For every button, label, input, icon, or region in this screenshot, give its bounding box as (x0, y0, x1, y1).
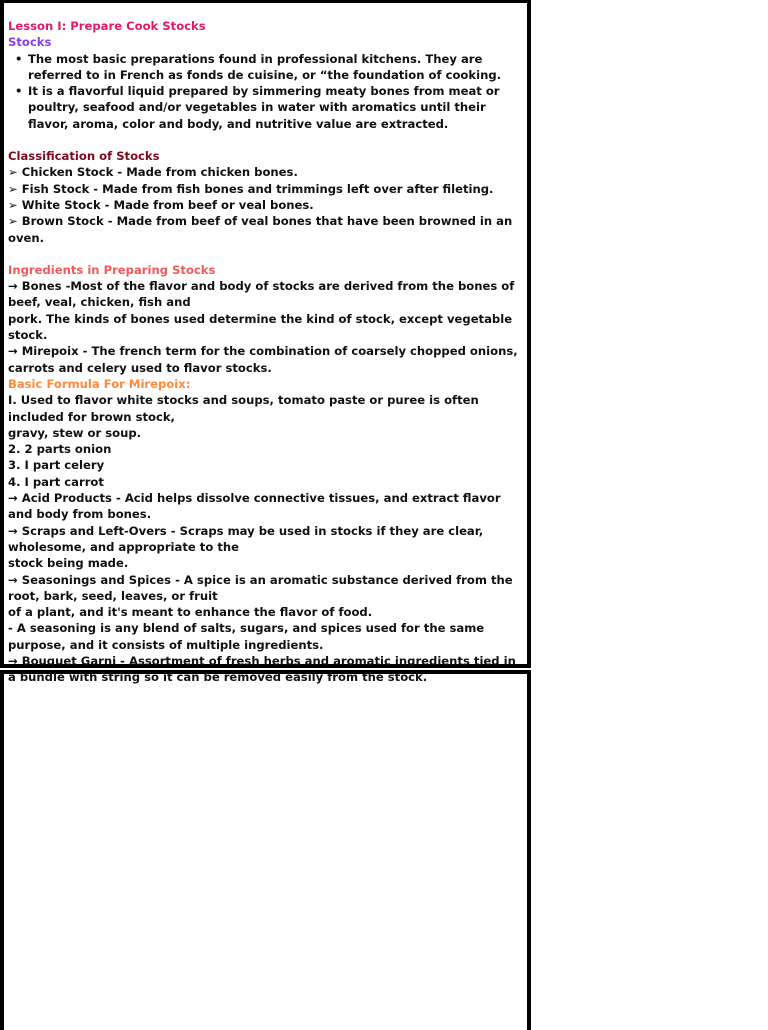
ingredients-line: gravy, stew or soup. (8, 425, 142, 440)
ingredients-line: → Mirepoix - The french term for the combination of coarsely chopped onions, carrots and celery used to flavor stocks. (8, 344, 518, 375)
ingredients-line: → Seasonings and Spices - A spice is an aromatic substance derived from the root, bark, seed, leaves, or fruit (8, 572, 513, 603)
ingredients-line: - A seasoning is any blend of salts, sugars, and spices used for the same purpose, and it consists of multiple ingredients. (8, 621, 485, 652)
classification-item: ➢ Brown Stock - Made from beef of veal bones that have been browned in an oven. (8, 214, 513, 245)
ingredients-line: 4. I part carrot (8, 474, 104, 489)
mirepoix-formula-heading: Basic Formula For Mirepoix: (8, 376, 191, 391)
ingredients-line: → Scraps and Left-Overs - Scraps may be used in stocks if they are clear, wholesome, and appropriate to the (8, 523, 484, 554)
ingredients-line: → Bones -Most of the flavor and body of stocks are derived from the bones of beef, veal, chicken, fish and (8, 279, 515, 310)
stocks-bullet: • It is a flavorful liquid prepared by simmering meaty bones from meat or poultry, seafood and/or vegetables in water with aromatics until their flavor, aroma, color and body, and nutritive value are extracted. (28, 83, 520, 132)
stocks-bullet-list (8, 51, 520, 132)
ingredients-line: 2. 2 parts onion (8, 442, 112, 457)
ingredients-line: 3. I part celery (8, 458, 105, 473)
ingredients-line: I. Used to flavor white stocks and soups, tomato paste or puree is often included for brown stock, (8, 393, 479, 424)
classification-item: ➢ White Stock - Made from beef or veal bones. (8, 197, 314, 212)
classification-item: ➢ Fish Stock - Made from fish bones and trimmings left over after fileting. (8, 181, 494, 196)
lesson-title: Lesson I: Prepare Cook Stocks (8, 19, 206, 33)
ingredients-line: stock being made. (8, 556, 129, 571)
page-content (8, 18, 520, 686)
classification-heading: Classification of Stocks (8, 149, 160, 164)
ingredients-line: → Acid Products - Acid helps dissolve connective tissues, and extract flavor and body from bones. (8, 491, 501, 522)
stocks-bullet: • The most basic preparations found in professional kitchens. They are referred to in French as fonds de cuisine, or “the foundation of cooking. (28, 51, 520, 84)
stocks-heading: Stocks (8, 35, 52, 50)
document-page-2 (0, 670, 531, 1030)
ingredients-line: → Bouquet Garni - Assortment of fresh herbs and aromatic ingredients tied in a bundle with string so it can be removed easily from the stock. (8, 653, 516, 685)
ingredients-line: pork. The kinds of bones used determine the kind of stock, except vegetable stock. (8, 311, 513, 343)
ingredients-heading: Ingredients in Preparing Stocks (8, 262, 216, 277)
classification-item: ➢ Chicken Stock - Made from chicken bones. (8, 165, 298, 180)
ingredients-line: of a plant, and it's meant to enhance the flavor of food. (8, 605, 373, 620)
